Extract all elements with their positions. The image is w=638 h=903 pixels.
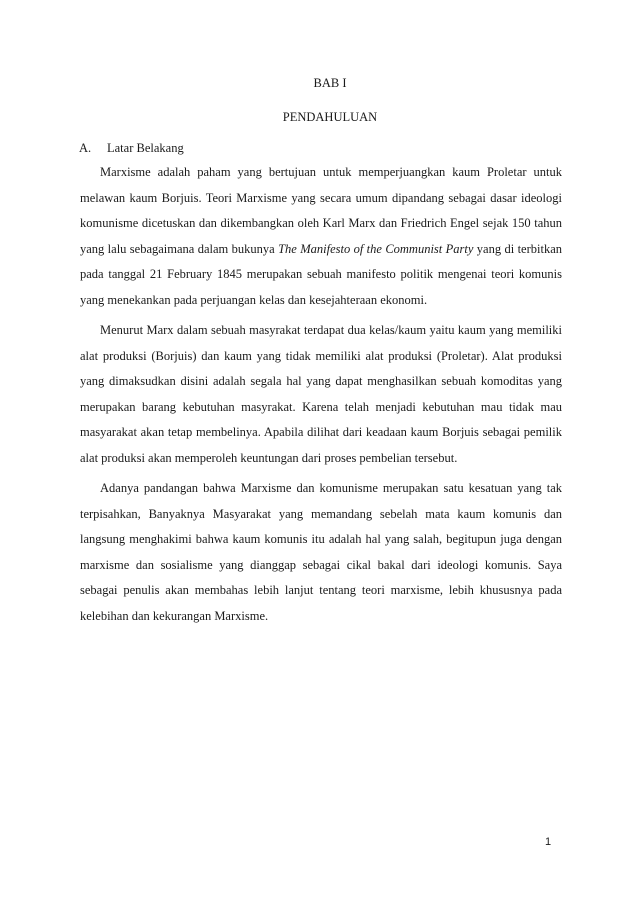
book-title: The Manifesto of the Communist Party xyxy=(278,241,474,256)
paragraph-3: Adanya pandangan bahwa Marxisme dan komunisme merupakan satu kesatuan yang tak terpisahkan, Banyaknya Masyarakat yang memandang sebelah mata kaum komunis dan langsung menghakimi bahwa kaum komunis itu adalah hal yang salah, begitupun juga dengan marxisme dan sosialisme yang dianggap sebagai cikal bakal dari ideologi komunis. Saya sebagai penulis akan membahas lebih lanjut tentang teori marxisme, lebih khususnya pada kelebihan dan kekurangan Marxisme. xyxy=(80,481,562,623)
page-number: 1 xyxy=(545,836,552,848)
paragraph-1 xyxy=(80,160,562,313)
section-heading xyxy=(79,141,184,156)
section-letter: A. xyxy=(79,141,92,155)
chapter-number: BAB I xyxy=(313,76,347,90)
body-text xyxy=(80,160,562,629)
paragraph-1-before: Marxisme adalah paham yang bertujuan untuk memperjuangkan kaum Proletar untuk melawan kaum Borjuis. Teori Marxisme yang secara umum dipandang sebagai dasar ideologi komunisme dicetuskan dan dikembangkan oleh Karl Marx dan Friedrich Engel sejak 150 tahun yang lalu sebagaimana dalam bukunya xyxy=(80,165,562,256)
section-title: Latar Belakang xyxy=(107,141,184,155)
paragraph-1-after: yang di terbitkan pada tanggal 21 February 1845 merupakan sebuah manifesto politik mengenai teori komunis yang menekankan pada perjuangan kelas dan kesejahteraan ekonomi. xyxy=(80,241,562,307)
chapter-title: PENDAHULUAN xyxy=(282,110,378,124)
paragraph-2: Menurut Marx dalam sebuah masyrakat terdapat dua kelas/kaum yaitu kaum yang memiliki alat produksi (Borjuis) dan kaum yang tidak memiliki alat produksi (Proletar). Alat produksi yang dimaksudkan disini adalah segala hal yang dapat menghasilkan sebuah komoditas yang merupakan barang kebutuhan masyrakat. Karena telah menjadi kebutuhan mau tidak mau masyarakat akan tetap membelinya. Apabila dilihat dari keadaan kaum Borjuis sebagai pemilik alat produksi akan memperoleh keuntungan dari proses pembelian tersebut. xyxy=(80,323,562,465)
